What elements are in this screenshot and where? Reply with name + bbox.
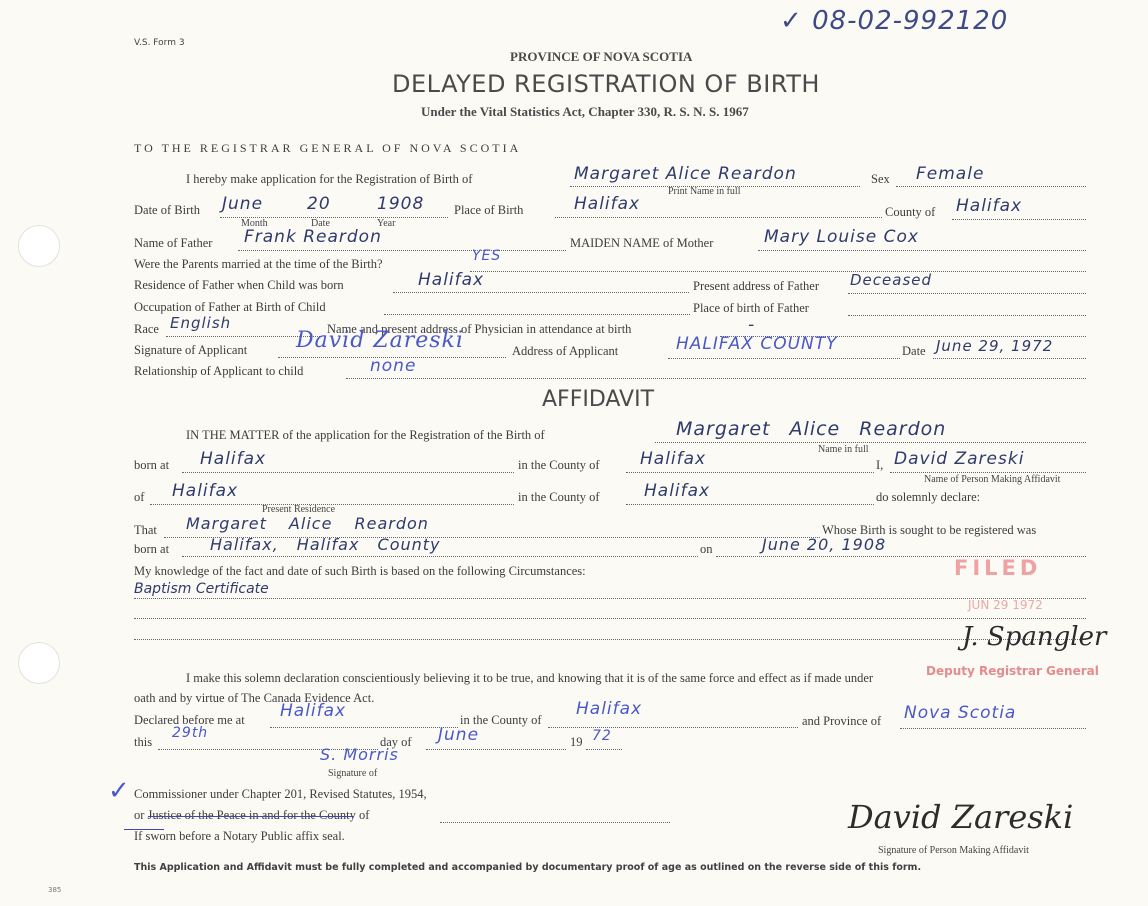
intro-label: I hereby make application for the Registration of Birth of	[186, 172, 473, 186]
physician-value: -	[748, 315, 756, 335]
dob-day-value: 20	[307, 194, 331, 214]
declared-at-value: Halifax	[280, 701, 347, 721]
page-title: DELAYED REGISTRATION OF BIRTH	[392, 70, 820, 98]
county-value: Halifax	[956, 196, 1023, 216]
affiant-value: David Zareski	[894, 449, 1025, 469]
present-address-label: Present address of Father	[693, 279, 820, 293]
in-county-label-2: in the County of	[518, 490, 600, 504]
punch-hole-bottom	[18, 642, 60, 684]
declare-label: do solemnly declare:	[876, 490, 981, 504]
signature-of-caption: Signature of	[328, 768, 378, 779]
commissioner-signature: S. Morris	[320, 745, 399, 764]
registrar-signature: J. Spangler	[962, 622, 1107, 652]
province-value: Nova Scotia	[904, 703, 1017, 723]
circumstance-value: Baptism Certificate	[134, 581, 269, 597]
race-value: English	[170, 314, 232, 332]
residence-value: Halifax	[418, 270, 485, 290]
province-heading: PROVINCE OF NOVA SCOTIA	[510, 49, 693, 64]
month-caption: Month	[241, 218, 268, 229]
name-caption: Name in full	[818, 444, 869, 455]
date-caption: Date	[311, 218, 330, 229]
subtitle: Under the Vital Statistics Act, Chapter 330, R. S. N. S. 1967	[421, 104, 749, 119]
physician-label: Name and present address of Physician in attendance at birth	[327, 322, 632, 336]
year-prefix: 19	[570, 735, 583, 749]
notary-strike	[124, 829, 164, 830]
affiant-caption: Name of Person Making Affidavit	[924, 474, 1061, 485]
place-value: Halifax	[574, 194, 641, 214]
mother-label: MAIDEN NAME of Mother	[570, 236, 714, 250]
punch-hole-top	[18, 225, 60, 267]
child-name-value: Margaret Alice Reardon	[574, 164, 797, 184]
registrar-title: Deputy Registrar General	[926, 664, 1099, 678]
affiant-signature-caption: Signature of Person Making Affidavit	[878, 845, 1029, 856]
matter-label: IN THE MATTER of the application for the Registration of the Birth of	[186, 428, 545, 442]
relationship-value: none	[370, 356, 417, 376]
decl-county-label: in the County of	[460, 713, 542, 727]
dob-month-value: June	[222, 194, 264, 214]
affiant-signature: David Zareski	[848, 798, 1074, 836]
declaration-line-2: oath and by virtue of The Canada Evidence Act.	[134, 691, 375, 705]
decl-county-value: Halifax	[576, 699, 643, 719]
born-at-value: Halifax	[200, 449, 267, 469]
knowledge-label: My knowledge of the fact and date of such Birth is based on the following Circumstances:	[134, 564, 586, 578]
residence-affidavit-value: Halifax	[172, 481, 239, 501]
that-name-value: Margaret Alice Reardon	[186, 514, 429, 533]
married-value: YES	[472, 248, 502, 264]
residence-caption: Present Residence	[262, 504, 336, 515]
affidavit-heading: AFFIDAVIT	[542, 387, 655, 412]
justice-strike	[148, 816, 354, 817]
relationship-label: Relationship of Applicant to child	[134, 364, 304, 378]
mother-value: Mary Louise Cox	[764, 227, 919, 247]
on-label: on	[700, 542, 713, 556]
whose-birth-label: Whose Birth is sought to be registered was	[822, 523, 1037, 537]
affidavit-name-value: Margaret Alice Reardon	[676, 418, 947, 440]
month-value: June	[438, 725, 480, 745]
day-of-label: day of	[380, 735, 412, 749]
place-label: Place of Birth	[454, 203, 524, 217]
in-county-label: in the County of	[518, 458, 600, 472]
dob-year-value: 1908	[377, 194, 425, 214]
commissioner-label: Commissioner under Chapter 201, Revised Statutes, 1954,	[134, 787, 427, 801]
notary-label: If sworn before a Notary Public affix seal.	[134, 829, 345, 843]
of-label: of	[134, 490, 145, 504]
addressee: TO THE REGISTRAR GENERAL OF NOVA SCOTIA	[134, 141, 522, 155]
father-value: Frank Reardon	[244, 227, 382, 247]
applicant-signature: David Zareski	[296, 328, 464, 353]
residence-label: Residence of Father when Child was born	[134, 278, 344, 292]
county2-value: Halifax	[644, 481, 711, 501]
that-label: That	[134, 523, 157, 537]
sex-value: Female	[916, 164, 985, 184]
filed-stamp-date: JUN 29 1972	[968, 598, 1043, 612]
check-mark-icon: ✓	[780, 6, 813, 36]
year-caption: Year	[377, 218, 396, 229]
day-value: 29th	[172, 725, 209, 741]
i-label: I,	[876, 458, 884, 472]
present-address-value: Deceased	[850, 271, 933, 289]
date-label: Date	[902, 344, 926, 358]
born-at2-value: Halifax, Halifax County	[210, 535, 441, 554]
justice-label: or Justice of the Peace in and for the County of	[134, 808, 370, 822]
signature-label: Signature of Applicant	[134, 343, 248, 357]
born-at2-label: born at	[134, 542, 170, 556]
applicant-address-value: HALIFAX COUNTY	[676, 334, 838, 354]
form-code: 385	[48, 886, 62, 894]
footer-note: This Application and Affidavit must be fully completed and accompanied by documentary proof of age as outlined on the reverse side of this form.	[134, 862, 922, 873]
married-label: Were the Parents married at the time of the Birth?	[134, 257, 383, 271]
born-at-label: born at	[134, 458, 170, 472]
father-birthplace-label: Place of birth of Father	[693, 301, 809, 315]
father-label: Name of Father	[134, 236, 213, 250]
province-label: and Province of	[802, 714, 882, 728]
applicant-address-label: Address of Applicant	[512, 344, 619, 358]
form-number: V.S. Form 3	[134, 38, 185, 48]
county-label: County of	[885, 205, 936, 219]
dob-label: Date of Birth	[134, 203, 200, 217]
registration-number: ✓ 08-02-992120	[780, 6, 1009, 36]
date-value: June 29, 1972	[936, 337, 1054, 355]
race-label: Race	[134, 322, 159, 336]
check-mark-icon: ✓	[108, 776, 131, 806]
this-label: this	[134, 735, 153, 749]
filed-stamp: FILED	[954, 556, 1042, 580]
print-name-caption: Print Name in full	[668, 186, 741, 197]
occupation-label: Occupation of Father at Birth of Child	[134, 300, 326, 314]
county1-value: Halifax	[640, 449, 707, 469]
declaration-line-1: I make this solemn declaration conscientiously believing it to be true, and knowing that it is of the same force and effect as if made under	[186, 671, 874, 685]
on-date-value: June 20, 1908	[762, 535, 887, 554]
year-suffix-value: 72	[592, 728, 612, 744]
sex-label: Sex	[871, 172, 890, 186]
declared-label: Declared before me at	[134, 713, 245, 727]
